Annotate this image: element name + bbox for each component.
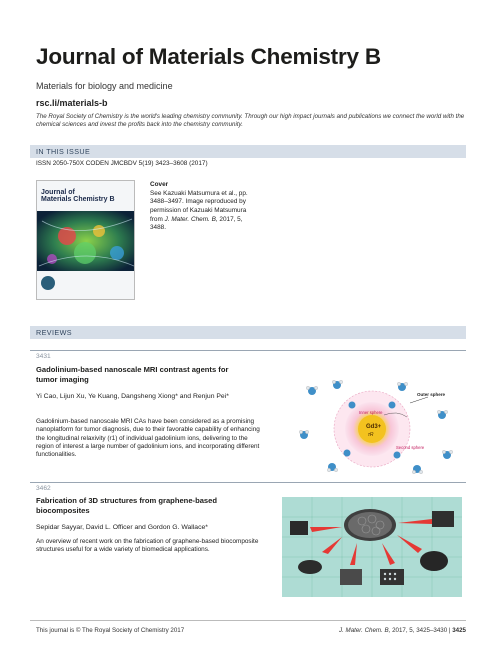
second-sphere-label: Second sphere [396, 445, 425, 450]
article-title-link[interactable]: Fabrication of 3D structures from graphene-based biocomposites [36, 496, 218, 515]
issn-line: ISSN 2050-750X CODEN JMCBDV 5(19) 3423–3608 (2017) [36, 160, 208, 167]
cover-citation-journal: J. Mater. Chem. B, [164, 215, 218, 223]
article-divider [30, 350, 466, 351]
article-page-number: 3431 [36, 353, 51, 360]
inner-sphere-label: Inner sphere [359, 410, 383, 415]
journal-url-link[interactable]: rsc.li/materials-b [36, 98, 108, 108]
outer-sphere-label: Outer sphere [417, 392, 446, 397]
reviews-label: REVIEWS [36, 328, 72, 337]
article-abstract: An overview of recent work on the fabrication of graphene-based biocomposite structures useful for a wide variety of biomedical applications. [36, 538, 259, 554]
rsc-blurb: The Royal Society of Chemistry is the world's leading chemistry community. Through our high impact journals and publications we connect the world with the chemical sciences and invest the profits back into the chemistry community. [36, 113, 465, 129]
in-this-issue-band [30, 145, 466, 158]
in-this-issue-label: IN THIS ISSUE [36, 147, 91, 156]
article-abstract: Gadolinium-based nanoscale MRI CAs have been considered as a promising nanoplatform for tumor diagnosis, due to their favorable capability of enhancing the longitudinal relaxivity (r1) of individual gadolinium ions, delivering to the region of interest a large number of gadolinium ions, and incorporating different functionalities. [36, 418, 260, 459]
article-title-link[interactable]: Gadolinium-based nanoscale MRI contrast agents for tumor imaging [36, 365, 229, 384]
cover-label: Cover [150, 181, 169, 188]
rsc-logo [41, 276, 55, 290]
article-authors: Sepidar Sayyar, David L. Officer and Gordon G. Wallace* [36, 524, 208, 531]
gd-ion-label: Gd3+ [366, 424, 382, 430]
footer-copyright: This journal is © The Royal Society of Chemistry 2017 [36, 627, 185, 634]
footer-divider [30, 620, 466, 621]
reviews-band [30, 326, 466, 339]
cover-text: See Kazuaki Matsumura et al., pp. 3488–3497. Image reproduced by permission of Kazuaki Matsumura from [150, 189, 248, 223]
tau-r-label: τR [368, 432, 374, 438]
cover-image[interactable] [36, 180, 135, 300]
journal-title: Journal of Materials Chemistry B [36, 44, 381, 69]
footer-citation-journal: J. Mater. Chem. B, [339, 627, 391, 634]
cover-description [150, 181, 250, 233]
article-page-number: 3462 [36, 485, 51, 492]
cover-citation-rest: 2017, 5, 3488. [150, 215, 243, 232]
gadolinium-graphical-abstract [292, 375, 462, 475]
graphene-graphical-abstract [282, 497, 462, 597]
article-authors: Yi Cao, Lijun Xu, Ye Kuang, Dangsheng Xiong* and Renjun Pei* [36, 393, 229, 400]
footer-citation-rest: 2017, 5, 3425–3430 [392, 627, 448, 634]
cover-art-graphic [37, 211, 135, 271]
cover-image-heading: Journal of Materials Chemistry B [41, 189, 115, 204]
footer-page-number: 3425 [452, 627, 466, 634]
journal-tagline: Materials for biology and medicine [36, 81, 173, 91]
article-divider [30, 482, 466, 483]
footer-citation: J. Mater. Chem. B, 2017, 5, 3425–3430 | 3425 [339, 627, 466, 634]
